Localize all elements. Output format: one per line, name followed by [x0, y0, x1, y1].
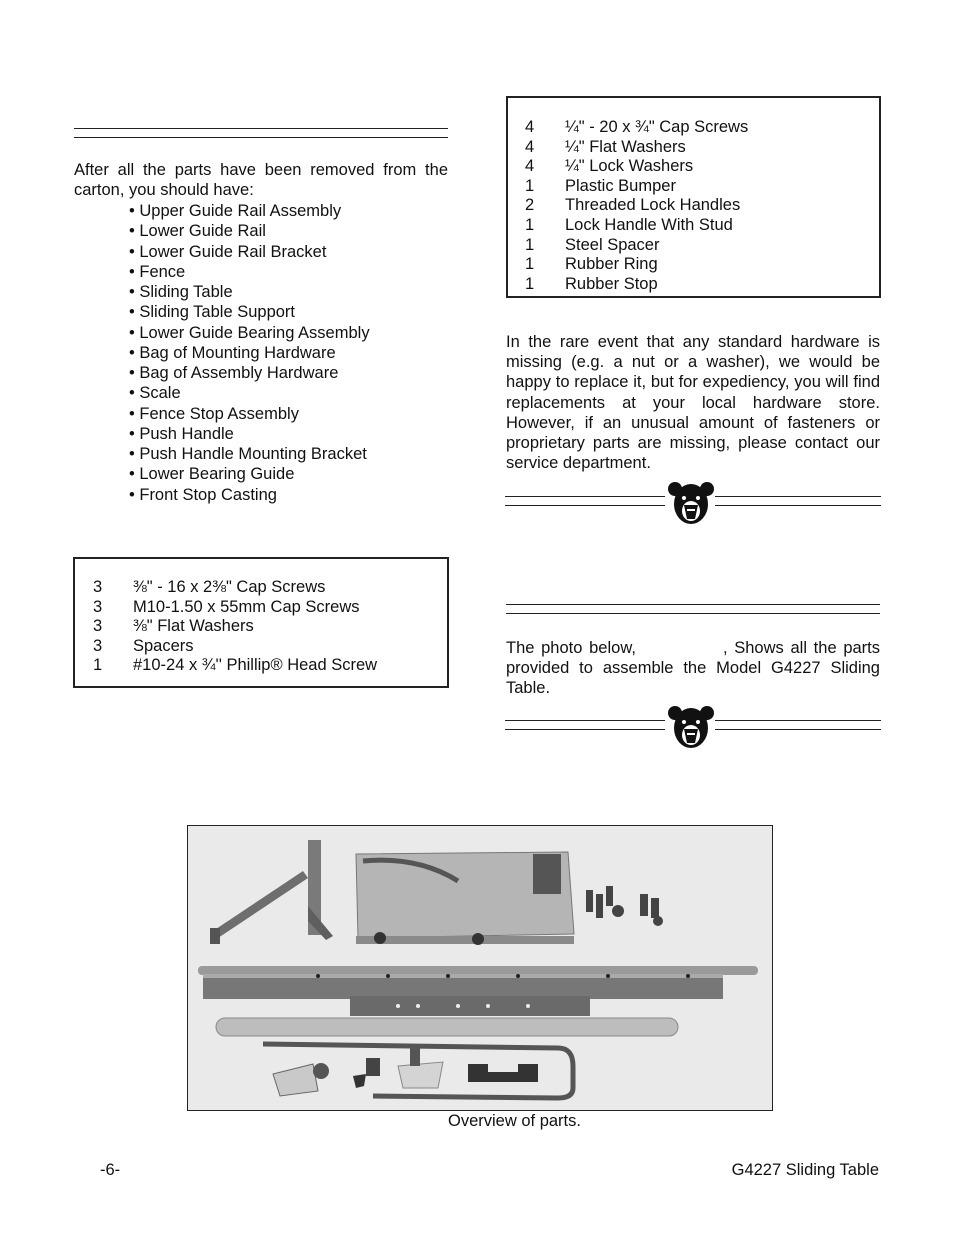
list-item: • Fence Stop Assembly	[129, 404, 299, 423]
mounting-hardware-list	[93, 578, 377, 676]
item-name: ¼" - 20 x ¾" Cap Screws	[565, 118, 749, 136]
section-rule	[506, 604, 880, 614]
list-item: • Lower Guide Bearing Assembly	[129, 323, 370, 342]
list-item	[93, 637, 377, 657]
quantity: 3	[93, 636, 103, 655]
list-item: • Lower Bearing Guide	[129, 465, 295, 484]
item-name: ⅜" - 16 x 2⅜" Cap Screws	[133, 578, 326, 596]
quantity: 3	[93, 597, 103, 616]
list-item: • Push Handle Mounting Bracket	[129, 445, 367, 463]
list-item: • Bag of Assembly Hardware	[129, 364, 339, 382]
list-item: • Push Handle	[129, 424, 234, 443]
list-item: • Sliding Table Support	[129, 303, 295, 322]
list-item: • Fence	[129, 262, 186, 281]
list-item: • Sliding Table	[129, 283, 233, 301]
item-name: Rubber Stop	[565, 274, 658, 293]
page-number: -6-	[100, 1161, 121, 1179]
list-item: • Bag of Mounting Hardware	[129, 343, 336, 362]
quantity: 1	[525, 215, 535, 234]
bear-logo-icon	[667, 704, 715, 750]
list-item	[525, 275, 748, 295]
list-item	[93, 617, 377, 637]
list-item	[525, 118, 748, 138]
item-name: Threaded Lock Handles	[565, 196, 741, 215]
list-item	[525, 177, 748, 197]
list-item: • Lower Guide Rail	[129, 222, 266, 241]
divider-line	[505, 720, 665, 730]
photo-intro: The photo below, , Shows all the parts provided to assemble the Model G4227 Sliding Table.	[506, 639, 885, 698]
list-item: • Front Stop Casting	[129, 485, 277, 504]
inventory-intro: After all the parts have been removed from the carton, you should have:	[74, 161, 448, 200]
item-name: ⅜" Flat Washers	[133, 617, 254, 636]
quantity: 2	[525, 196, 535, 215]
section-rule	[74, 128, 448, 138]
list-item	[525, 236, 748, 256]
item-name: Spacers	[133, 636, 194, 655]
list-item	[93, 578, 377, 598]
divider-line	[505, 496, 665, 506]
quantity: 4	[525, 137, 535, 156]
figure-caption: Overview of parts.	[448, 1112, 581, 1130]
item-name: Rubber Ring	[565, 255, 658, 274]
quantity: 3	[93, 578, 103, 596]
parts-photo-illustration	[188, 826, 773, 1111]
item-name: M10-1.50 x 55mm Cap Screws	[133, 597, 360, 616]
item-name: ¼" Flat Washers	[565, 137, 686, 156]
quantity: 1	[525, 235, 535, 254]
item-name: Lock Handle With Stud	[565, 215, 733, 234]
parts-overview-photo	[187, 825, 773, 1111]
item-name: #10-24 x ¾'' Phillip® Head Screw	[133, 656, 378, 675]
document-title: G4227 Sliding Table	[731, 1161, 879, 1179]
list-item	[93, 656, 377, 676]
item-name: Plastic Bumper	[565, 176, 676, 195]
list-item	[525, 196, 748, 216]
quantity: 3	[93, 617, 103, 636]
list-item	[525, 157, 748, 177]
bear-logo-icon	[667, 480, 715, 526]
list-item	[525, 138, 748, 158]
list-item	[525, 255, 748, 275]
mounting-hardware-box	[73, 557, 449, 688]
quantity: 4	[525, 157, 535, 176]
item-name: ¼" Lock Washers	[565, 157, 694, 176]
list-item: • Scale	[129, 384, 181, 403]
quantity: 1	[525, 274, 535, 293]
bear-divider	[505, 480, 881, 526]
assembly-hardware-list	[525, 118, 748, 294]
missing-hardware-note: In the rare event that any standard hardware is missing (e.g. a nut or a washer), we would be happy to replace it, but for expediency, you will find replacements at your local hardware store. However, if an unusual amount of fasteners or proprietary parts are missing, please contact our service department.	[506, 333, 880, 473]
quantity: 1	[93, 656, 103, 675]
list-item	[525, 216, 748, 236]
item-name: Steel Spacer	[565, 235, 660, 254]
list-item: • Upper Guide Rail Assembly	[129, 202, 342, 220]
quantity: 1	[525, 176, 535, 195]
list-item	[93, 598, 377, 618]
divider-line	[715, 720, 881, 730]
quantity: 4	[525, 118, 535, 136]
divider-line	[715, 496, 881, 506]
bear-divider	[505, 704, 881, 750]
assembly-hardware-box	[506, 96, 881, 298]
quantity: 1	[525, 255, 535, 274]
list-item: • Lower Guide Rail Bracket	[129, 242, 327, 261]
parts-list	[129, 201, 370, 505]
